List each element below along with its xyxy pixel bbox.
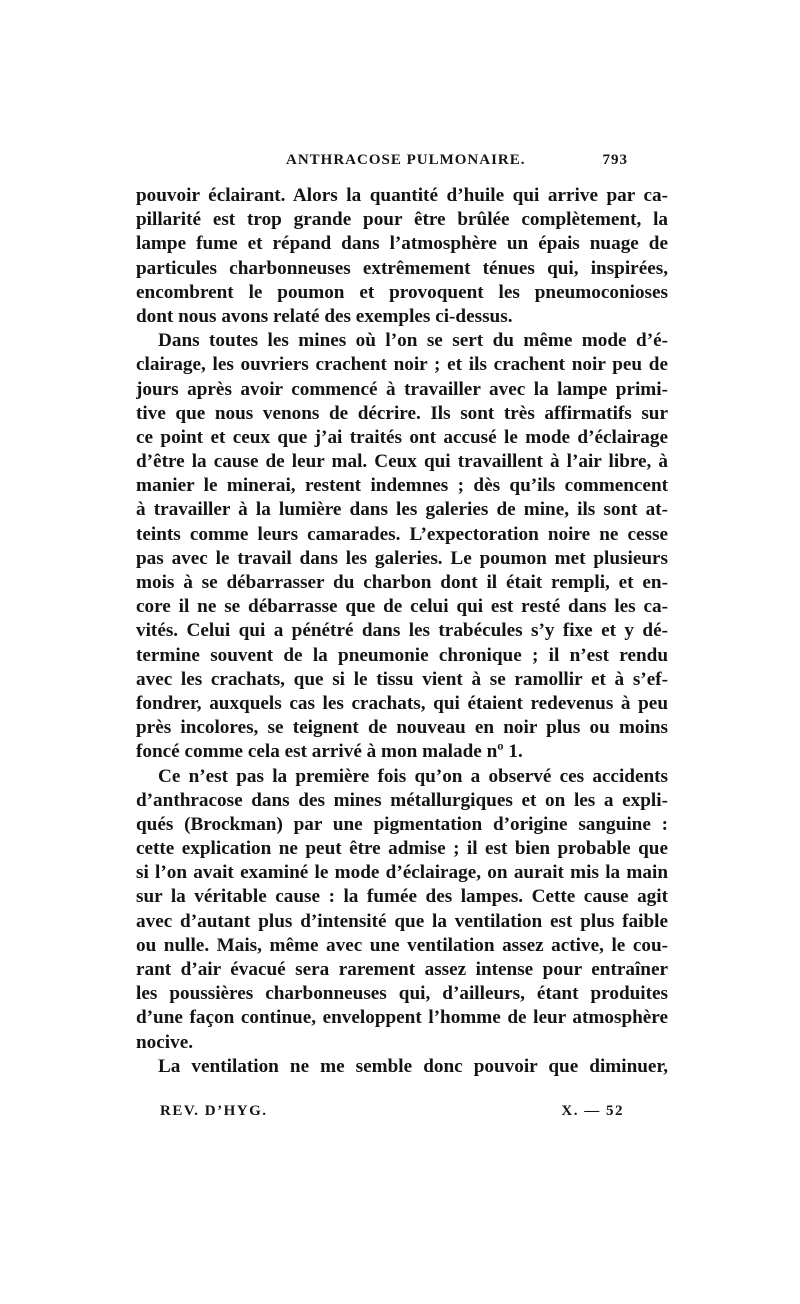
text-line: clairage, les ouvriers crachent noir ; et ils crachent noir peu de <box>136 354 668 376</box>
text-line: rant d’air évacué sera rarement assez intense pour entraîner <box>136 959 668 980</box>
text-line: encombrent le poumon et provoquent les pneumoconioses <box>136 281 668 303</box>
text-line: fondrer, auxquels cas les crachats, qui étaient redevenus à peu <box>136 692 668 714</box>
paragraph-first-line: Ce n’est pas la première fois qu’on a observé ces accidents <box>158 765 668 787</box>
text-line: manier le minerai, restent indemnes ; dès qu’ils commencent <box>136 475 668 497</box>
text-line: sur la véritable cause : la fumée des lampes. Cette cause agit <box>136 886 668 908</box>
text-line: ce point et ceux que j’ai traités ont accusé le mode d’éclairage <box>136 426 668 448</box>
text-line: mois à se débarrasser du charbon dont il était rempli, et en- <box>136 572 668 593</box>
text-line: si l’on avait examiné le mode d’éclairage, on aurait mis la main <box>136 862 668 884</box>
text-line: lampe fume et répand dans l’atmosphère un épais nuage de <box>136 233 668 255</box>
text-line: cette explication ne peut être admise ; il est bien probable que <box>136 838 668 860</box>
text-line: core il ne se débarrasse que de celui qui est resté dans les ca- <box>136 596 668 618</box>
text-line: teints comme leurs camarades. L’expectoration noire ne cesse <box>136 523 668 545</box>
body-text <box>136 184 668 1079</box>
journal-abbreviation: REV. D’HYG. <box>160 1103 268 1119</box>
text-line: près incolores, se teignent de nouveau en noir plus ou moins <box>136 717 668 739</box>
text-line: ou nulle. Mais, même avec une ventilation assez active, le cou- <box>136 934 668 956</box>
text-line: dont nous avons relaté des exemples ci-dessus. <box>136 305 513 327</box>
text-line: pillarité est trop grande pour être brûlée complètement, la <box>136 209 668 231</box>
text-line: qués (Brockman) par une pigmentation d’origine sanguine : <box>136 813 668 835</box>
signature-mark: X. — 52 <box>561 1103 624 1119</box>
text-line: particules charbonneuses extrêmement ténues qui, inspirées, <box>136 257 668 279</box>
text-line: à travailler à la lumière dans les galeries de mine, ils sont at- <box>136 499 668 521</box>
text-line: les poussières charbonneuses qui, d’ailleurs, étant produites <box>136 983 668 1005</box>
text-line: tive que nous venons de décrire. Ils sont très affirmatifs sur <box>136 402 668 424</box>
text-line: termine souvent de la pneumonie chronique ; il n’est rendu <box>136 644 668 666</box>
text-line: nocive. <box>136 1031 194 1053</box>
text-line: vités. Celui qui a pénétré dans les trabécules s’y fixe et y dé- <box>136 620 668 642</box>
paragraph-first-line: La ventilation ne me semble donc pouvoir que diminuer, <box>158 1055 668 1077</box>
running-head <box>136 152 628 176</box>
text-line: d’une façon continue, enveloppent l’homme de leur atmosphère <box>136 1007 668 1029</box>
running-title: ANTHRACOSE PULMONAIRE. <box>286 152 526 168</box>
text-line: jours après avoir commencé à travailler avec la lampe primi- <box>136 378 668 400</box>
page-number: 793 <box>602 152 628 168</box>
text-line: foncé comme cela est arrivé à mon malade nº 1. <box>136 741 523 763</box>
text-line: d’être la cause de leur mal. Ceux qui travaillent à l’air libre, à <box>136 451 668 473</box>
text-line: pas avec le travail dans les galeries. Le poumon met plusieurs <box>136 547 668 569</box>
text-line: avec les crachats, que si le tissu vient à se ramollir et à s’ef- <box>136 668 668 690</box>
paragraph-first-line: Dans toutes les mines où l’on se sert du même mode d’é- <box>158 330 668 352</box>
text-line: d’anthracose dans des mines métallurgiques et on les a expli- <box>136 789 668 811</box>
text-line: pouvoir éclairant. Alors la quantité d’huile qui arrive par ca- <box>136 185 668 206</box>
signature-footer <box>160 1103 624 1127</box>
text-line: avec d’autant plus d’intensité que la ventilation est plus faible <box>136 910 668 932</box>
